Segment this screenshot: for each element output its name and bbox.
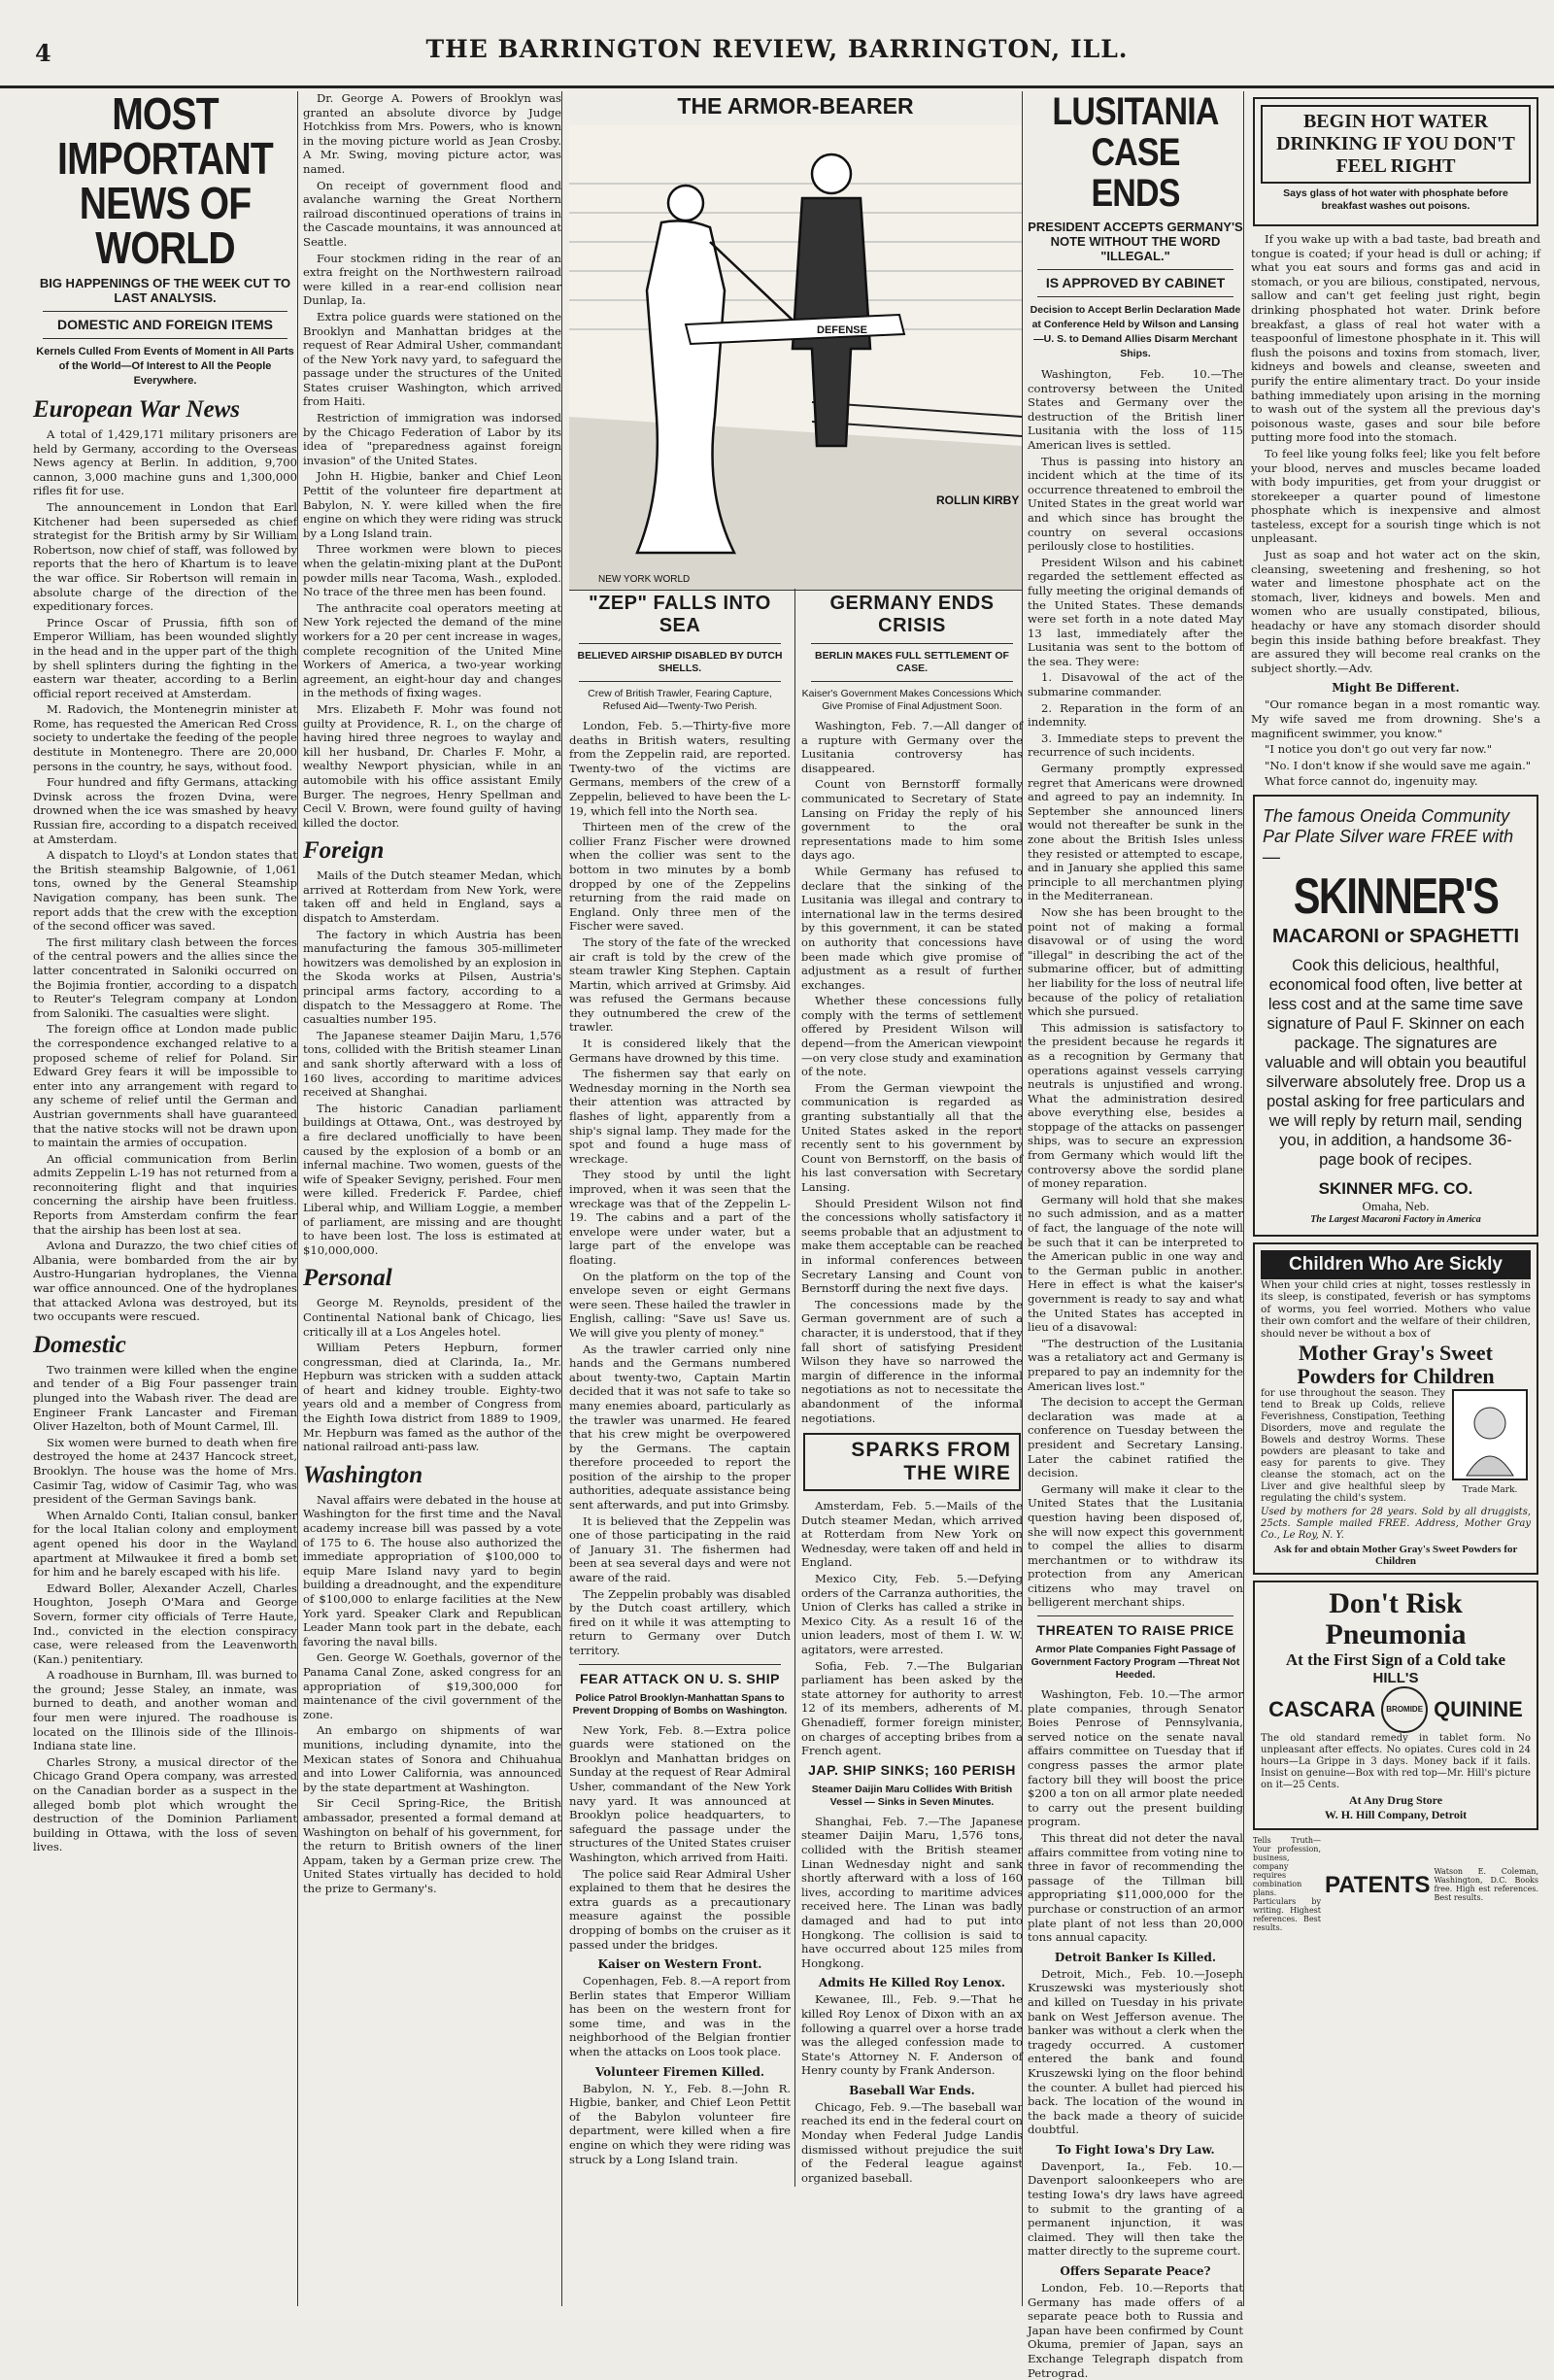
divider (811, 643, 1013, 644)
article-paragraph: Extra police guards were stationed on the Brooklyn and Manhattan bridges at the request of Rear Admiral Usher, commandant of the New York navy yard, to safeguard the passage under the structures of the United States cruiser Washington, which arrived from Haiti. (303, 309, 561, 409)
sparks-line1: SPARKS FROM (851, 1439, 1011, 1462)
sparks-from-wire-header (803, 1433, 1021, 1491)
skinner-ad-intro: The famous Oneida Community Par Plate Silver ware FREE with— (1263, 805, 1514, 867)
article-paragraph: The story of the fate of the wrecked air craft is told by the crew of the steam trawler King Stephen. Captain Martin, which arrived at Grimsby. Aid was refused the Germans because they outnumbered the crew of the trawler. (569, 935, 791, 1035)
column-3 (569, 91, 1023, 2306)
article-paragraph: Now she has been brought to the point not of making a formal disavowal or of using the word "illegal" in describing the act of the submarine officer, but of admitting her liability for the loss of neutral life because of the policy of retaliation which she pursued. (1028, 904, 1243, 1019)
hill-company: W. H. Hill Company, Detroit (1324, 1808, 1468, 1822)
article-paragraph: Babylon, N. Y., Feb. 8.—John R. Higbie, banker, and Chief Leon Pettit of the Babylon volunteer fire department, were killed when a fire engine on which they were riding was struck by a Long Island train. (569, 2081, 791, 2166)
article-paragraph: Washington, Feb. 7.—All danger of a rupture with Germany over the Lusitania controversy has disappeared. (801, 719, 1023, 775)
skinner-ad (1253, 795, 1538, 1237)
article-paragraph: From the German viewpoint the communication is regarded as granting substantially all that the United States asked in the report recently sent to his government by Count von Bernstorff, on the basis of his last conversation with Secretary Lansing. (801, 1080, 1023, 1194)
sparks-line2: THE WIRE (903, 1462, 1011, 1485)
article-paragraph: Six women were burned to death when fire destroyed the home at 2437 Hancock street, Brooklyn. The house was the home of Mrs. Casimir Tag, widow of Casimir Tag, who was president of the German Savings bank. (33, 1435, 297, 1507)
article-paragraph: The factory in which Austria has been manufacturing the famous 305-millimeter howitzers was demolished by an explosion in the Skoda works at Pilsen, Austria's principal arms factory, according to a dispatch to the Messaggero at Rome. The casualties number 195. (303, 927, 561, 1027)
skinner-city: Omaha, Neb. (1362, 1198, 1430, 1213)
article-paragraph: Thirteen men of the crew of the collier Franz Fischer were drowned when the collier was sent to the bottom in two minutes by a bomb dropped by one of the Zeppelins returning from the raid made on England. Only three men of the Fischer were saved. (569, 820, 791, 934)
article-paragraph: On receipt of government flood and avalanche warning the Great Northern railroad discontinued operations of trains in the Cascade mountains, it was announced at Seattle. (303, 178, 561, 249)
article-paragraph: Amsterdam, Feb. 5.—Mails of the Dutch steamer Medan, which arrived at Rotterdam from New York on Wednesday, were taken off and held in England. (801, 1499, 1023, 1570)
article-paragraph: Thus is passing into history an incident which at the time of its occurrence threatened to embroil the United States in the great world war and which since has brought the country on several occasions perilously close to hostilities. (1028, 454, 1243, 554)
baseball-headline: Baseball War Ends. (849, 2083, 975, 2097)
article-paragraph: Chicago, Feb. 9.—The baseball war reached its end in the federal court on Monday when Federal Judge Landis dismissed without prejudice the suit of the Federal league against organized baseball. (801, 2099, 1023, 2185)
article-paragraph: This admission is satisfactory to the president because he regards it as a recognition by Germany that operations against vessels carrying neutrals is unjustified and wrong. What the administration desired above everything else, besides a stoppage of the attacks on passenger ships, was to secure an expression from Germany which would lift the controversy above the sordid plane of money reparation. (1028, 1020, 1243, 1191)
article-paragraph: Kewanee, Ill., Feb. 9.—That he killed Roy Lenox of Dixon with an ax following a quarrel over a horse trade was the alleged confession made to State's Attorney N. F. Anderson of Henry county by Frank Anderson. (801, 1992, 1023, 2078)
jap-ship-body (801, 1815, 1023, 1971)
article-paragraph: Washington, Feb. 10.—The armor plate companies, through Senator Boies Penrose of Pennsylvania, served notice on the senate naval affairs committee on Tuesday that if congress passes the armor plate factory bill they will boost the price $200 a ton on all armor plate needed to carry out the present building program. (1028, 1687, 1243, 1829)
skinner-company: SKINNER MFG. CO. (1318, 1178, 1473, 1198)
hill-body (1261, 1733, 1531, 1791)
fear-attack-body (569, 1723, 791, 1953)
personal-news-body (303, 1296, 561, 1454)
article-paragraph: Germany promptly expressed regret that Americans were drowned and agreed to pay an indemnity. In September she announced liners would not thereafter be sunk in the zone about the British Isles unless they resisted or attempted to escape, and in January she applied this same principle to all merchantmen plying in the Mediterranean. (1028, 762, 1243, 903)
iowa-headline: To Fight Iowa's Dry Law. (1056, 2142, 1215, 2157)
armor-bearer-cartoon (569, 125, 1022, 591)
patents-small (1253, 1836, 1321, 1934)
european-news-body (33, 427, 297, 1324)
article-paragraph: A total of 1,429,171 military prisoners are held by Germany, according to the Overseas News agency at Berlin. In addition, 9,700 cannon, 3,000 machine guns and 1,300,000 rifles fit for use. (33, 427, 297, 498)
sparks-body (801, 1499, 1023, 1758)
section-european-war: European War News (33, 396, 241, 423)
kaiser-headline: Kaiser on Western Front. (597, 1957, 762, 1972)
article-paragraph: "I notice you don't go out very far now." (1265, 742, 1493, 757)
jap-ship-deck: Steamer Daijin Maru Collides With British Vessel — Sinks in Seven Minutes. (811, 1783, 1013, 1808)
section-personal: Personal (303, 1265, 392, 1292)
article-paragraph: London, Feb. 5.—Thirty-five more deaths in British waters, resulting from the Zeppelin raid, are reported. Twenty-two of the victims are Germans, members of the crew of a Zeppelin, believed to have been the L-19, which fell into the North sea. (569, 719, 791, 818)
mother-gray-content (1261, 1388, 1531, 1507)
skinner-tagline: The Largest Macaroni Factory in America (1310, 1213, 1481, 1225)
misc-news-body (303, 91, 561, 830)
article-paragraph: The Japanese steamer Daijin Maru, 1,576 tons, collided with the British steamer Linan and sank shortly afterward with a loss of 160 lives, according to maritime advices received at Shanghai. (303, 1028, 561, 1100)
article-paragraph: M. Radovich, the Montenegrin minister at Rome, has requested the American Red Cross society to undertake the feeding of the people destitute in Montenegro. There are 20,000 persons in the country, he says, without food. (33, 702, 297, 773)
germany-story (794, 589, 1023, 2187)
article-paragraph: Count von Bernstorff formally communicated to Secretary of State Lansing on Friday the reply of his government to the oral representations made to him some days ago. (801, 777, 1023, 863)
article-paragraph: The anthracite coal operators meeting at New York rejected the demand of the mine workers for a 20 per cent increase in wages, complete recognition of the United Mine Workers of America, a two-year working agreement, an eight-hour day and changes in the methods of fixing wages. (303, 600, 561, 700)
hill-headline: Don't Risk Pneumonia (1325, 1587, 1467, 1651)
zeppelin-deck-2: Crew of British Trawler, Fearing Capture, Refused Aid—Twenty-Two Perish. (588, 688, 772, 712)
might-be-different-headline: Might Be Different. (1332, 681, 1460, 696)
washington-news-body (303, 1493, 561, 1896)
article-paragraph: Shanghai, Feb. 7.—The Japanese steamer Daijin Maru, 1,576 tons, collided with the British steamer Linan Wednesday night and sank shortly afterward with a loss of 160 lives, according to maritime advices received here. The Linan was badly damaged and had to put into Hongkong. The collision is said to have occurred about 125 miles from Hongkong. (801, 1814, 1023, 1970)
headline-deck-3: Kernels Culled From Events of Moment in All Parts of the World—Of Interest to All the People Everywhere. (36, 346, 294, 387)
column-2 (303, 91, 562, 2306)
article-paragraph: The first military clash between the forces of the central powers and the allies since the latter concentrated in Saloniki occurred on the Bojimia frontier, according to a dispatch to Reuter's Telegram company at London from Saloniki. The casualties were slight. (33, 935, 297, 1020)
patents-word: PATENTS (1325, 1871, 1431, 1898)
hill-logo-quinine: QUININE (1434, 1697, 1523, 1722)
column-5-ads (1251, 91, 1540, 2306)
article-paragraph: This threat did not deter the naval affairs committee from voting nine to three in favor of recommending the passage of the Tillman bill appropriating $11,000,000 for the purchase or construction of an armor plate plant of not less than 20,000 tons annual capacity. (1028, 1831, 1243, 1945)
mother-gray-footer (1261, 1507, 1531, 1542)
article-paragraph: for use throughout the season. They tend to Break up Colds, relieve Feverishness, Constipation, Teething Disorders, move and regulate the Bowels and destroy Worms. These powders are pleasant to take and easy for parents to give. They cleanse the stomach, act on the Liver and give healthful sleep by regulating the child's system. (1261, 1388, 1445, 1505)
article-paragraph: Should President Wilson not find the concessions wholly satisfactory it seems probable that an adjustment to make them acceptable can be reached in informal conferences between Secretary Lansing and Count von Bernstorff during the next five days. (801, 1196, 1023, 1296)
article-paragraph: New York, Feb. 8.—Extra police guards were stationed on the Brooklyn and Manhattan bridges on Sunday at the request of Rear Admiral Usher, commandant of the New York navy yard. It was announced at Brooklyn police headquarters, to safeguard the passage under the structures of the United States cruiser Washington, which arrived from Haiti. (569, 1722, 791, 1864)
lenox-headline: Admits He Killed Roy Lenox. (818, 1976, 1006, 1990)
germany-headline: GERMANY ENDS CRISIS (829, 593, 995, 636)
article-paragraph: Prince Oscar of Prussia, fifth son of Emperor William, has been wounded slightly in the head and in the upper part of the thigh by shell splinters during the fighting in the eastern war theater, according to a Berlin official report received at Amsterdam. (33, 615, 297, 700)
zeppelin-body (569, 719, 791, 1658)
page-number: 4 (35, 39, 51, 67)
divider (1037, 269, 1233, 270)
mother-gray-headline: Children Who Are Sickly (1261, 1250, 1531, 1279)
article-paragraph: London, Feb. 10.—Reports that Germany has made offers of a separate peace both to Russia and Japan have been confirmed by Count Okuma, premier of Japan, says an Exchange Telegraph dispatch from Petrograd. (1028, 2281, 1243, 2380)
article-paragraph: 2. Reparation in the form of an indemnity. (1028, 700, 1243, 730)
article-paragraph: Washington, Feb. 10.—The controversy between the United States and Germany over the destruction of the British liner Lusitania with the loss of 115 American lives is settled. (1028, 367, 1243, 452)
peace-headline: Offers Separate Peace? (1060, 2264, 1211, 2279)
zeppelin-deck: BELIEVED AIRSHIP DISABLED BY DUTCH SHELLS. (577, 650, 783, 674)
firemen-body (569, 2082, 791, 2167)
article-paragraph: While Germany has refused to declare that the sinking of the Lusitania was illegal and contrary to international law in the terms desired by this government, it can be stated on authority that concessions have been made which give promise of adjustment as a result of further exchanges. (801, 864, 1023, 992)
divider (1037, 1615, 1233, 1616)
hill-logo-cascara: CASCARA (1268, 1697, 1376, 1722)
article-paragraph: "No. I don't know if she would save me again." (1265, 758, 1532, 772)
hot-water-ad-title: BEGIN HOT WATER DRINKING IF YOU DON'T FEEL RIGHT (1261, 105, 1531, 184)
article-paragraph: A dispatch to Lloyd's at London states that the British steamship Balgownie, of 1,061 tons, owned by the General Steamship Navigation company, has been sunk. The report adds that the crew with the exception of the second officer was saved. (33, 848, 297, 934)
hot-water-ad-body (1251, 232, 1540, 675)
section-washington: Washington (303, 1461, 423, 1488)
article-paragraph: When your child cries at night, tosses restlessly in its sleep, is constipated, feverish or has symptoms of worms, you feel worried. Mothers who value their own comfort and the welfare of their children, should never be without a box of (1261, 1278, 1531, 1340)
article-paragraph: Used by mothers for 28 years. Sold by all druggists, 25cts. Sample mailed FREE. Address, Mother Gray Co., Le Roy, N. Y. (1261, 1507, 1531, 1542)
mother-gray-trademark (1449, 1388, 1531, 1507)
article-paragraph: Four hundred and fifty Germans, attacking Dvinsk across the frozen Dvina, were drowned when the ice was smashed by heavy Russian fire, according to a dispatch received at Amsterdam. (33, 775, 297, 846)
divider (811, 681, 1013, 682)
article-paragraph: An official communication from Berlin admits Zeppelin L-19 has not returned from a reconnoitering flight and that inquiries concerning the airship have been fruitless. Reports from Amsterdam confirm the fear that the airship has been lost at sea. (33, 1151, 297, 1237)
divider (579, 643, 781, 644)
article-paragraph: Charles Strony, a musical director of the Chicago Grand Opera company, was arrested on the Canadian border as a suspect in the alleged bomb plot which wrought the destruction of the Dominion Parliament building in Ottawa, with the loss of seven lives. (33, 1754, 297, 1854)
article-paragraph: The police said Rear Admiral Usher explained to them that he desires the extra guards as a precautionary measure against the possible dropping of bombs on the cruiser as it passed under the bridges. (569, 1866, 791, 1952)
threaten-body (1028, 1687, 1243, 1945)
firemen-headline: Volunteer Firemen Killed. (594, 2064, 765, 2079)
cartoon-signature: ROLLIN KIRBY (936, 493, 1020, 507)
article-paragraph: Detroit, Mich., Feb. 10.—Joseph Kruszewski was mysteriously shot and killed on Tuesday in his private bank on West Jefferson avenue. The banker was without a clerk when the tragedy occurred. A customer entered the bank and found Kruszewski lying on the floor behind the counter. A bullet had pierced his back. The location of the wound in the back made a theory of suicide doubtful. (1028, 1966, 1243, 2137)
lenox-body (801, 1992, 1023, 2078)
article-paragraph: On the platform on the top of the envelope seven or eight Germans were seen. These hailed the trawler in English, calling: "Save us! Save us. We will give you plenty of money." (569, 1269, 791, 1340)
article-paragraph: 1. Disavowal of the act of the submarine commander. (1028, 670, 1243, 699)
article-paragraph: The Zeppelin probably was disabled by the Dutch coast artillery, which fired on it while it was attempting to return to Germany over Dutch territory. (569, 1586, 791, 1657)
mother-gray-ad (1253, 1242, 1538, 1576)
threaten-headline: THREATEN TO RAISE PRICE (1036, 1622, 1234, 1639)
baseball-body (801, 2100, 1023, 2186)
lusitania-deck-2: IS APPROVED BY CABINET (1045, 275, 1226, 290)
zeppelin-headline: "ZEP" FALLS INTO SEA (589, 593, 771, 636)
hot-water-ad-deck: Says glass of hot water with phosphate before breakfast washes out poisons. (1283, 187, 1508, 212)
skinner-product: MACARONI or SPAGHETTI (1271, 925, 1520, 947)
article-paragraph: "The destruction of the Lusitania was a retaliatory act and Germany is prepared to pay an indemnity for the American lives lost." (1028, 1336, 1243, 1393)
jap-ship-headline: JAP. SHIP SINKS; 160 PERISH (808, 1761, 1016, 1778)
article-paragraph: Germany will hold that she makes no such admission, and as a matter of fact, the language of the note will be such that it can be interpreted to the American public in one way and to the German public in another. Here in effect is what the kaiser's government is ready to say and what the United States has accepted in lieu of a disavowal: (1028, 1192, 1243, 1335)
article-paragraph: The fishermen say that early on Wednesday morning in the North sea their attention was attracted by flashes of light, apparently from a ship's signal lamp. They made for the spot and found a huge mass of wreckage. (569, 1067, 791, 1166)
article-paragraph: Sofia, Feb. 7.—The Bulgarian parliament has been asked by the state attorney for authority to arrest 12 of its members, adherents of M. Ghenadieff, former foreign minister, on charges of accepting bribes from a French agent. (801, 1658, 1023, 1758)
article-paragraph: Mexico City, Feb. 5.—Defying orders of the Carranza authorities, the Union of Clerks has called a strike in Mexico City. As a result 16 of the union leaders, most of them I. W. W. agitators, were arrested. (801, 1572, 1023, 1657)
divider (43, 338, 287, 339)
hill-subhead: At the First Sign of a Cold take (1285, 1650, 1506, 1670)
detroit-headline: Detroit Banker Is Killed. (1054, 1950, 1217, 1964)
patents-ad (1253, 1836, 1538, 1934)
iowa-body (1028, 2159, 1243, 2259)
main-headline-line2: NEWS OF WORLD (79, 178, 252, 273)
threaten-deck: Armor Plate Companies Fight Passage of Government Factory Program —Threat Not Heeded. (1030, 1644, 1240, 1682)
article-paragraph: The announcement in London that Earl Kitchener had been superseded as chief strategist for the British army by Sir William Robertson, now chief of staff, was followed by reports that the hero of Khartum is to leave the war office. Sir Robertson will remain in absolute charge of the direction of the expeditionary forces. (33, 499, 297, 614)
article-paragraph: Tells Truth—Your profession, business, company requires combination plans. Particulars by writing. Highest references. Best results. (1253, 1836, 1321, 1933)
cartoon-sword-label: DEFENSE (817, 324, 867, 336)
running-title: THE BARRINGTON REVIEW, BARRINGTON, ILL. (425, 35, 1129, 63)
article-paragraph: John H. Higbie, banker and Chief Leon Pettit of the volunteer fire department at Babylon, N. Y. were killed when the fire engine on which they were riding was struck by a Long Island train. (303, 469, 561, 540)
article-paragraph: The decision to accept the German declaration was made at a conference on Tuesday between the president and Secretary Lansing. Later the cabinet ratified the decision. (1028, 1395, 1243, 1480)
article-paragraph: Mails of the Dutch steamer Medan, which arrived at Rotterdam from New York, were taken off and held in England, says a dispatch to Amsterdam. (303, 868, 561, 926)
article-paragraph: Edward Boller, Alexander Aczell, Charles Houghton, Joseph O'Mara and George Sovern, former city officials of Terre Haute, Ind., convicted in the election conspiracy case, were released from the Leavenworth (Kan.) penitentiary. (33, 1581, 297, 1666)
article-paragraph: Watson E. Coleman, Washington, D.C. Books free. High est references. Best results. (1434, 1866, 1538, 1902)
article-paragraph: William Peters Hepburn, former congressman, died at Clarinda, Ia., Mr. Hepburn was stricken with a sudden attack of heart and kidney trouble. Eighty-two years old and a member of Congress from the Eighth Iowa district from 1889 to 1909, Mr. Hepburn was famed as the author of the national railroad anti-pass law. (303, 1341, 561, 1454)
hill-seal-icon: BROMIDE (1381, 1686, 1428, 1733)
hill-footer: At Any Drug Store (1348, 1793, 1443, 1808)
domestic-news-body (33, 1363, 297, 1854)
article-paragraph: A roadhouse in Burnham, Ill. was burned to the ground; Jesse Staley, an inmate, was burned to death, and another woman and four men were injured. The roadhouse is located on the Illinois side of the Illinois-Indiana state line. (33, 1668, 297, 1753)
kaiser-body (569, 1974, 791, 2059)
lusitania-body (1028, 367, 1243, 1610)
article-paragraph: Mrs. Elizabeth F. Mohr was found not guilty at Providence, R. I., on the charge of having hired three negroes to waylay and kill her husband, Dr. Charles F. Mohr, a wealthy Newport physician, while in an automobile with his office assistant Emily Burger. The negroes, Henry Spellman and Cecil V. Brown, were found guilty of having killed the doctor. (303, 701, 561, 830)
peace-body (1028, 2281, 1243, 2380)
article-paragraph: To feel like young folks feel; like you felt before your blood, nerves and muscles became loaded with body impurities, get from your druggist or storekeeper a quarter pound of limestone phosphate which is inexpensive and almost tasteless, except for a sourish tinge which is not unpleasant. (1251, 446, 1540, 546)
mother-portrait-icon (1451, 1388, 1529, 1481)
article-paragraph: It is believed that the Zeppelin was one of those participating in the raid of January 31. The fishermen had been at sea several days and were not aware of the raid. (569, 1513, 791, 1585)
section-foreign: Foreign (303, 837, 385, 865)
article-paragraph: Naval affairs were debated in the house at Washington for the first time and the Naval academy increase bill was passed by a vote of 175 to 6. The house also authorized the immediate appropriation of $100,000 to equip Mare Island navy yard to begin building a dreadnought, and the expenditure of $100,000 to enlarge facilities at the New York yard. Speaker Clark and Republican Leader Mann took part in the debate, each favoring the naval bills. (303, 1492, 561, 1649)
article-paragraph: Four stockmen riding in the rear of an extra freight on the Northwestern railroad were killed in a rear-end collision near Dunlap, Ia. (303, 251, 561, 308)
article-paragraph: Restriction of immigration was indorsed by the Chicago Federation of Labor by its idea of "preparedness against foreign invasion" of the United States. (303, 411, 561, 467)
article-paragraph: It is considered likely that the Germans have drowned by this time. (569, 1037, 791, 1065)
might-be-different-body (1251, 697, 1540, 789)
article-paragraph: The old standard remedy in tablet form. No unpleasant after effects. No opiates. Cures cold in 24 hours—La Grippe in 3 days. Money back if it fails. Insist on genuine—Box with red top—Mr. Hill's picture on it—25 Cents. (1261, 1733, 1531, 1791)
hill-logo-row (1261, 1686, 1531, 1733)
fear-attack-headline: FEAR ATTACK ON U. S. SHIP (580, 1670, 780, 1686)
article-paragraph: An embargo on shipments of war munitions, including dynamite, into the Mexican states of Sonora and Chihuahua and into Lower California, was announced by the state department at Washington. (303, 1723, 561, 1794)
divider (579, 1664, 781, 1665)
article-paragraph: If you wake up with a bad taste, bad breath and tongue is coated; if your head is dull or aching; if what you eat sours and forms gas and acid in stomach, or you are bilious, constipated, nervous, sallow and can't get feeling just right, begin drinking phosphated hot water. Drink before breakfast, a glass of real hot water with a teaspoonful of limestone phosphate in it. This will flush the poisons and toxins from stomach, liver, kidneys and bowels and cleanse, sweeten and purify the entire alimentary tract. Do your inside bathing immediately upon arising in the morning to wash out of the system all the previous day's poisonous waste, gases and sour bile before putting more food into the stomach. (1251, 232, 1540, 445)
article-paragraph: As the trawler carried only nine hands and the Germans numbered about twenty-two, Captain Martin decided that it was not safe to take so many enemies aboard, particularly as the trawler was unarmed. He feared that his crew might be overpowered by the Germans. The captain therefore proceeded to report the position of the airship to the proper authorities, adequate assistance being sent afterwards, and put into Grimsby. (569, 1342, 791, 1513)
article-paragraph: Davenport, Ia., Feb. 10.—Davenport saloonkeepers who are testing Iowa's dry laws have agreed to submit to the granting of a permanent injunction, it was claimed. They will then take the matter directly to the supreme court. (1028, 2159, 1243, 2259)
mother-gray-body (1261, 1388, 1445, 1507)
article-paragraph: 3. Immediate steps to prevent the recurrence of such incidents. (1028, 731, 1243, 760)
article-paragraph: Whether these concessions fully comply with the terms of settlement offered by President Wilson will depend—from the American viewpoint—on very close study and examination of the note. (801, 994, 1023, 1079)
article-paragraph: Just as soap and hot water act on the skin, cleansing, sweetening and freshening, so hot water and limestone phosphate act on the stomach, liver, kidneys and bowels. Men and women who are usually constipated, bilious, headachy or have any stomach disorder should begin this inside bathing before breakfast. They are assured they will become real cranks on the subject shortly.—Adv. (1251, 548, 1540, 675)
lusitania-deck-3: Decision to Accept Berlin Declaration Made at Conference Held by Wilson and Lansing—U. S. to Demand Allies Disarm Merchant Ships. (1030, 304, 1241, 359)
mother-gray-ask: Ask for and obtain Mother Gray's Sweet Powders for Children (1273, 1544, 1518, 1568)
cartoon-credit: NEW YORK WORLD (598, 574, 691, 585)
skinner-logo: SKINNER'S (1293, 867, 1499, 925)
skinner-ad-body: Cook this delicious, healthful, economical food often, live better at less cost and at the same time save signature of Paul F. Skinner on each package. The signatures are valuable and will obtain you beautiful silverware absolutely free. Drop us a postal asking for free particulars and we will reply by return mail, sending you, in addition, a handsome 36-page book of recipes. (1265, 956, 1527, 1169)
article-paragraph: The concessions made by the German government are of such a character, it is understood, that if they fall short of satisfying President Wilson they have so narrowed the margin of difference in the informal negotiations as not to necessitate the abandonment of the informal negotiations. (801, 1297, 1023, 1425)
masthead (0, 0, 1554, 88)
main-headline (52, 88, 277, 273)
article-paragraph: Copenhagen, Feb. 8.—A report from Berlin states that Emperor William has been on the western front for some time, and was in the neighborhood of the Belgian frontier when the attacks on Loos took place. (569, 1974, 791, 2059)
hill-quinine-ad (1253, 1581, 1538, 1830)
mother-gray-product: Mother Gray's Sweet Powders for Children (1297, 1341, 1495, 1389)
article-paragraph: Germany will make it clear to the United States that the Lusitania question having been disposed of, she will now expect this government to compel the allies to disarm merchantmen or to withdraw its protection from any American citizens who may travel on belligerent merchant ships. (1028, 1481, 1243, 1610)
article-paragraph: Dr. George A. Powers of Brooklyn was granted an absolute divorce by Judge Hotchkiss from Mrs. Powers, who is known in the moving picture world as Jean Crosby. A Mr. Swing, moving picture actor, was named. (303, 91, 561, 176)
divider (579, 681, 781, 682)
cartoon-title: THE ARMOR-BEARER (677, 93, 914, 119)
article-paragraph: "Our romance began in a most romantic way. My wife saved me from drowning. She's a magnificent swimmer, you know." (1251, 697, 1540, 740)
divider (43, 311, 287, 312)
hill-logo-top: HILL'S (1372, 1670, 1419, 1687)
headline-deck: BIG HAPPENINGS OF THE WEEK CUT TO LAST ANALYSIS. (39, 276, 291, 305)
headline-deck-2: DOMESTIC AND FOREIGN ITEMS (57, 317, 273, 332)
germany-body (801, 719, 1023, 1425)
article-paragraph: Sir Cecil Spring-Rice, the British ambassador, presented a formal demand at Washington on behalf of his government, for the return to British owners of the liner Appam, taken by a German prize crew. The United States virtually has decided to hold the prize to Germany's. (303, 1796, 561, 1895)
hot-water-ad (1253, 97, 1538, 226)
detroit-body (1028, 1967, 1243, 2137)
article-paragraph: When Arnaldo Conti, Italian consul, banker for the local Italian colony and employment agent opened his door in the Wayland apartment at Milwaukee it fired a bomb set for him and he barely escaped with his life. (33, 1508, 297, 1580)
germany-deck-2: Kaiser's Government Makes Concessions Which Give Promise of Final Adjustment Soon. (801, 688, 1023, 712)
article-paragraph: Gen. George W. Goethals, governor of the Panama Canal Zone, asked congress for an appropriation of $19,300,000 for maintenance of the civil government of the zone. (303, 1650, 561, 1721)
germany-deck: BERLIN MAKES FULL SETTLEMENT OF CASE. (815, 650, 1009, 674)
lusitania-headline: LUSITANIA CASE ENDS (1052, 90, 1219, 215)
lusitania-deck: PRESIDENT ACCEPTS GERMANY'S NOTE WITHOUT THE WORD "ILLEGAL." (1028, 220, 1243, 263)
section-domestic: Domestic (33, 1331, 126, 1358)
article-paragraph: The historic Canadian parliament buildings at Ottawa, Ont., was destroyed by a fire declared unofficially to have been caused by the explosion of a bomb or an infernal machine. Two women, guests of the wife of Speaker Sevigny, perished. Four men were killed. Frederick F. Pardee, chief Liberal whip, and William Loggie, a member of parliament, are missing and are thought to have been lost. The loss is estimated at $10,000,000. (303, 1101, 561, 1257)
article-paragraph: Avlona and Durazzo, the two chief cities of Albania, were bombarded from the air by Austro-Hungarian hydroplanes, the Vienna war office announced. One of the hydroplanes that attacked Avlona was destroyed, but its two occupants were rescued. (33, 1239, 297, 1324)
hill-logo (1261, 1670, 1531, 1733)
article-paragraph: President Wilson and his cabinet regarded the settlement effected as fully meeting the original demands of the United States. These demands were set forth in a note dated May 13 last, immediately after the Lusitania was sent to the bottom of the sea. They were: (1028, 555, 1243, 668)
foreign-news-body (303, 868, 561, 1257)
zeppelin-story (569, 589, 791, 2168)
main-headline-line1: MOST IMPORTANT (57, 88, 273, 184)
article-paragraph: Three workmen were blown to pieces when the gelatin-mixing plant at the DuPont powder mills near Tacoma, Wash., exploded. No trace of the three men has been found. (303, 542, 561, 599)
column-4 (1028, 90, 1244, 2380)
patents-agent (1434, 1867, 1538, 1904)
article-paragraph: The foreign office at London made public the correspondence exchanged relative to a proposed scheme of relief for Poland. Sir Edward Grey fears it will be impossible to enter into any arrangement with regard to any scheme of relief until the German and Austrian governments shall have guaranteed that the native stocks will not be drawn upon to maintain the armies of occupation. (33, 1022, 297, 1150)
trademark-label: Trade Mark. (1462, 1485, 1518, 1496)
article-paragraph: What force cannot do, ingenuity may. (1265, 774, 1478, 789)
mother-gray-intro (1261, 1279, 1531, 1341)
divider (1037, 296, 1233, 297)
article-paragraph: George M. Reynolds, president of the Continental National bank of Chicago, lies critically ill at a Los Angeles hotel. (303, 1296, 561, 1339)
column-1 (33, 88, 298, 2306)
article-paragraph: They stood by until the light improved, when it was seen that the wreckage was that of the Zeppelin L-19. The cabins and a part of the envelope were under water, but a large part of the envelope was floating. (569, 1168, 791, 1267)
article-paragraph: Two trainmen were killed when the engine and tender of a Big Four passenger train plunged into the Wabash river. The dead are Engineer Frank Lancaster and Fireman Oliver Hazelton, both of Mount Carmel, Ill. (33, 1362, 297, 1434)
fear-attack-deck: Police Patrol Brooklyn-Manhattan Spans to Prevent Dropping of Bombs on Washington. (572, 1691, 788, 1717)
